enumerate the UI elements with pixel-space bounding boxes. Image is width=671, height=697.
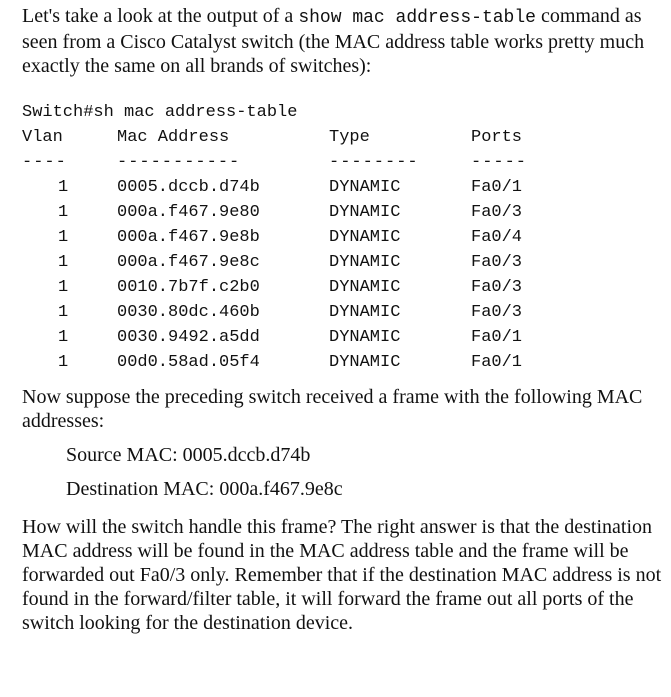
separator-ports: ----- [471,153,528,172]
table-row [22,350,667,375]
row-port: Fa0/3 [471,278,523,297]
row-type: DYNAMIC [329,178,401,197]
row-type: DYNAMIC [329,203,401,222]
source-mac-line: Source MAC: 0005.dccb.d74b [66,444,311,466]
row-type: DYNAMIC [329,228,401,247]
row-port: Fa0/1 [471,353,523,372]
row-mac-address: 000a.f467.9e80 [117,203,260,222]
destination-mac-line: Destination MAC: 000a.f467.9e8c [66,478,343,500]
row-vlan: 1 [58,253,69,272]
table-row [22,175,667,200]
row-vlan: 1 [58,328,69,347]
row-port: Fa0/3 [471,203,523,222]
scenario-paragraph: Now suppose the preceding switch received a frame with the following MAC addresses: [22,386,643,432]
header-ports: Ports [471,128,523,147]
table-row [22,225,667,250]
row-mac-address: 00d0.58ad.05f4 [117,353,260,372]
intro-paragraph [22,4,667,78]
header-mac-address: Mac Address [117,128,230,147]
cli-prompt: Switch#sh mac address-table [22,103,298,122]
row-vlan: 1 [58,178,69,197]
row-vlan: 1 [58,353,69,372]
row-type: DYNAMIC [329,328,401,347]
header-type: Type [329,128,370,147]
row-type: DYNAMIC [329,278,401,297]
row-vlan: 1 [58,303,69,322]
table-row [22,275,667,300]
conclusion-paragraph: How will the switch handle this frame? The right answer is that the destination MAC address will be found in the MAC address table and the frame will be forwarded out Fa0/3 only. Remember that if the destination MAC address is not found in the forward/filter table, it will forward the frame out all ports of the switch looking for the destination device. [22,516,662,634]
intro-text-before: Let's take a look at the output of a [22,5,299,27]
row-mac-address: 0005.dccb.d74b [117,178,260,197]
document-page [22,0,667,635]
row-type: DYNAMIC [329,353,401,372]
row-vlan: 1 [58,278,69,297]
row-vlan: 1 [58,228,69,247]
row-mac-address: 0010.7b7f.c2b0 [117,278,260,297]
cli-separator-row [22,150,667,175]
table-row [22,250,667,275]
row-port: Fa0/3 [471,303,523,322]
row-mac-address: 000a.f467.9e8c [117,253,260,272]
cli-header-row [22,125,667,150]
table-row [22,300,667,325]
row-mac-address: 0030.80dc.460b [117,303,260,322]
cli-output [22,100,667,375]
row-mac-address: 000a.f467.9e8b [117,228,260,247]
table-row [22,200,667,225]
row-type: DYNAMIC [329,303,401,322]
separator-mac-address: ----------- [117,153,241,172]
cli-prompt-row [22,100,667,125]
row-mac-address: 0030.9492.a5dd [117,328,260,347]
row-port: Fa0/4 [471,228,523,247]
separator-vlan: ---- [22,153,67,172]
header-vlan: Vlan [22,128,63,147]
row-port: Fa0/1 [471,328,523,347]
mac-table-rows [22,175,667,375]
intro-command: show mac address-table [298,8,536,28]
table-row [22,325,667,350]
intro-text-after: command as seen from a Cisco Catalyst switch (the MAC address table works pretty much exactly the same on all brands of switches): [22,5,645,77]
row-port: Fa0/1 [471,178,523,197]
row-port: Fa0/3 [471,253,523,272]
row-type: DYNAMIC [329,253,401,272]
row-vlan: 1 [58,203,69,222]
separator-type: -------- [329,153,419,172]
